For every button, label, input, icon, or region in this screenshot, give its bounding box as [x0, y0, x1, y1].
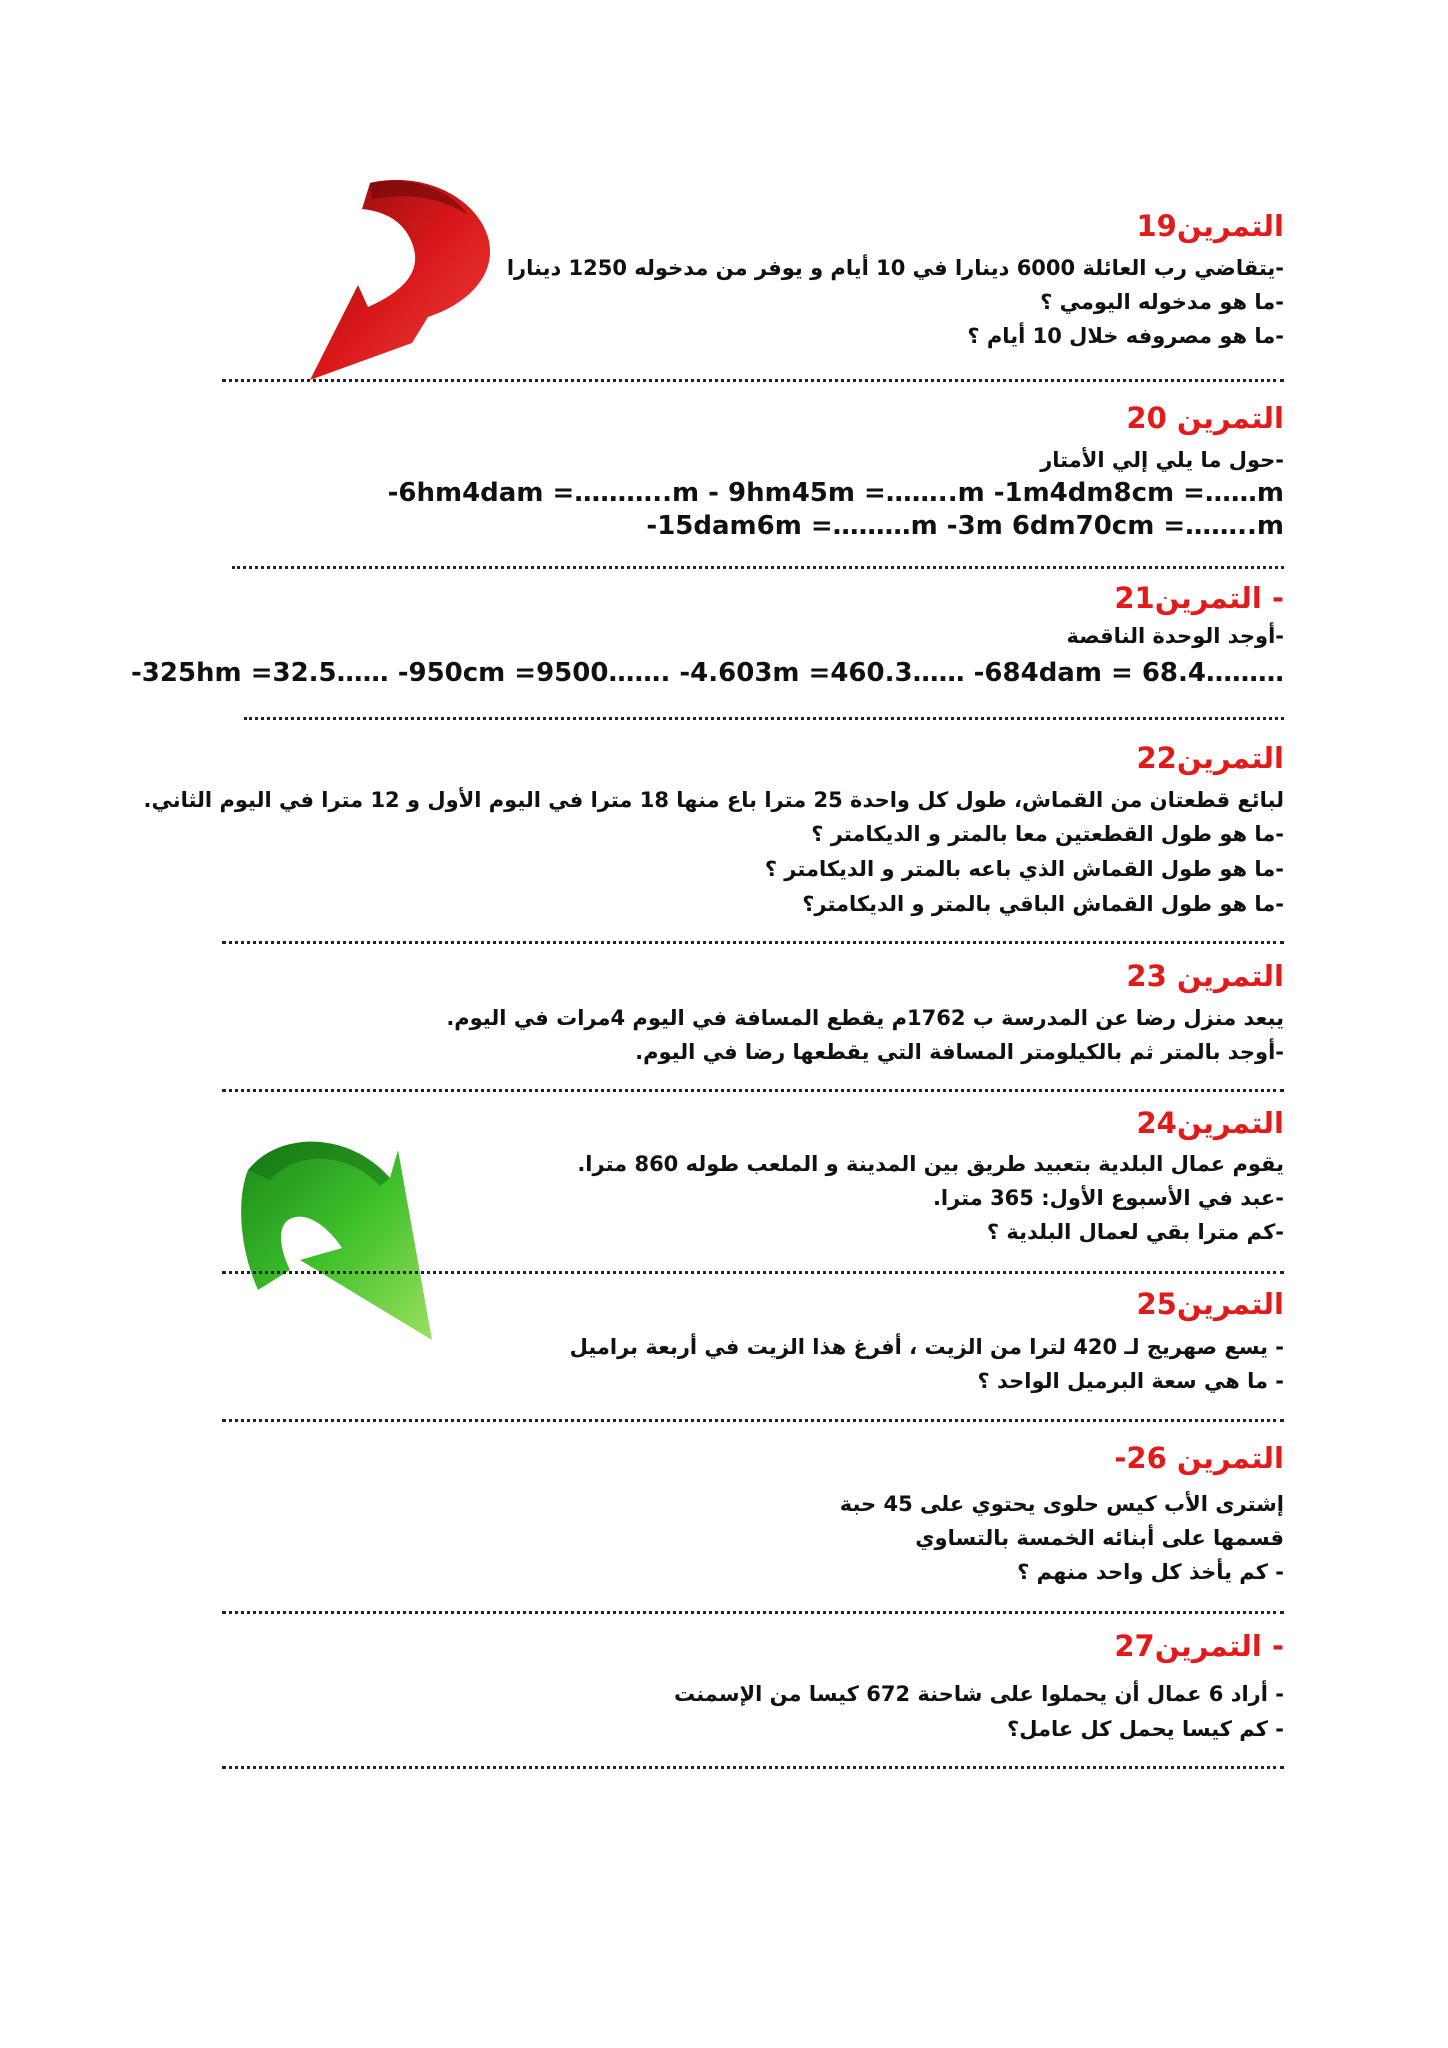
- exercise-24-line-2: -عبد في الأسبوع الأول: 365 مترا.: [932, 1186, 1284, 1210]
- exercise-23-title: التمرين 23: [1126, 959, 1284, 993]
- exercise-22-line-2: -ما هو طول القطعتين معا بالمتر و الديكامتر ؟: [811, 822, 1284, 846]
- separator: [222, 1766, 1284, 1769]
- red-curved-arrow-icon: [300, 175, 500, 385]
- separator: [222, 1419, 1284, 1422]
- exercise-24-title: التمرين24: [1136, 1106, 1284, 1140]
- exercise-21-title: - التمرين21: [1114, 581, 1284, 615]
- exercise-23-line-1: يبعد منزل رضا عن المدرسة ب 1762م يقطع المسافة في اليوم 4مرات في اليوم.: [446, 1006, 1284, 1030]
- exercise-27-line-2: - كم كيسا يحمل كل عامل؟: [1007, 1717, 1284, 1741]
- exercise-20-line-1: -حول ما يلي إلي الأمتار: [1040, 448, 1284, 472]
- exercise-19-line-3: -ما هو مصروفه خلال 10 أيام ؟: [967, 324, 1284, 348]
- separator: [222, 941, 1284, 944]
- exercise-24-line-3: -كم مترا بقي لعمال البلدية ؟: [986, 1220, 1284, 1244]
- exercise-22-line-4: -ما هو طول القماش الباقي بالمتر و الديكامتر؟: [802, 892, 1284, 916]
- exercise-27-title: - التمرين27: [1114, 1629, 1284, 1663]
- exercise-20-title: التمرين 20: [1126, 401, 1284, 435]
- exercise-24-line-1: يقوم عمال البلدية بتعبيد طريق بين المدينة و الملعب طوله 860 مترا.: [577, 1152, 1284, 1176]
- exercise-22-title: التمرين22: [1136, 741, 1284, 775]
- exercise-26-line-3: - كم يأخذ كل واحد منهم ؟: [1017, 1560, 1284, 1584]
- separator: [232, 566, 1284, 569]
- exercise-26-line-2: قسمها على أبنائه الخمسة بالتساوي: [915, 1526, 1284, 1550]
- exercise-19-line-2: -ما هو مدخوله اليومي ؟: [1040, 290, 1284, 314]
- exercise-23-line-2: -أوجد بالمتر ثم بالكيلومتر المسافة التي يقطعها رضا في اليوم.: [635, 1040, 1284, 1064]
- exercise-19-line-1: -يتقاضي رب العائلة 6000 دينارا في 10 أيام و يوفر من مدخوله 1250 دينارا: [506, 256, 1284, 280]
- separator: [244, 717, 1284, 720]
- exercise-21-line-2: -325hm =32.5…… -950cm =9500……. -4.603m =460.3…… -684dam = 68.4………: [130, 658, 1284, 688]
- exercise-25-title: التمرين25: [1136, 1287, 1284, 1321]
- exercise-26-line-1: إشترى الأب كيس حلوى يحتوي على 45 حبة: [839, 1492, 1284, 1516]
- separator: [222, 1089, 1284, 1092]
- exercise-20-line-2: -6hm4dam =………..m - 9hm45m =……..m -1m4dm8cm =……m: [387, 478, 1284, 508]
- exercise-25-line-2: - ما هي سعة البرميل الواحد ؟: [977, 1369, 1284, 1393]
- green-curved-arrow-icon: [240, 1130, 440, 1350]
- exercise-22-line-1: لبائع قطعتان من القماش، طول كل واحدة 25 مترا باع منها 18 مترا في اليوم الأول و 12 مترا في اليوم الثاني.: [143, 788, 1284, 812]
- separator: [222, 1271, 1284, 1274]
- exercise-25-line-1: - يسع صهريج لـ 420 لترا من الزيت ، أفرغ هذا الزيت في أربعة براميل: [569, 1335, 1284, 1359]
- separator: [222, 1611, 1284, 1614]
- exercise-21-line-1: -أوجد الوحدة الناقصة: [1066, 624, 1284, 648]
- exercise-22-line-3: -ما هو طول القماش الذي باعه بالمتر و الديكامتر ؟: [764, 857, 1284, 881]
- exercise-19-title: التمرين19: [1136, 209, 1284, 243]
- exercise-26-title: التمرين 26-: [1114, 1441, 1284, 1475]
- exercise-20-line-3: -15dam6m =………m -3m 6dm70cm =……..m: [646, 511, 1284, 541]
- separator: [222, 379, 1284, 382]
- exercise-27-line-1: - أراد 6 عمال أن يحملوا على شاحنة 672 كيسا من الإسمنت: [673, 1682, 1284, 1706]
